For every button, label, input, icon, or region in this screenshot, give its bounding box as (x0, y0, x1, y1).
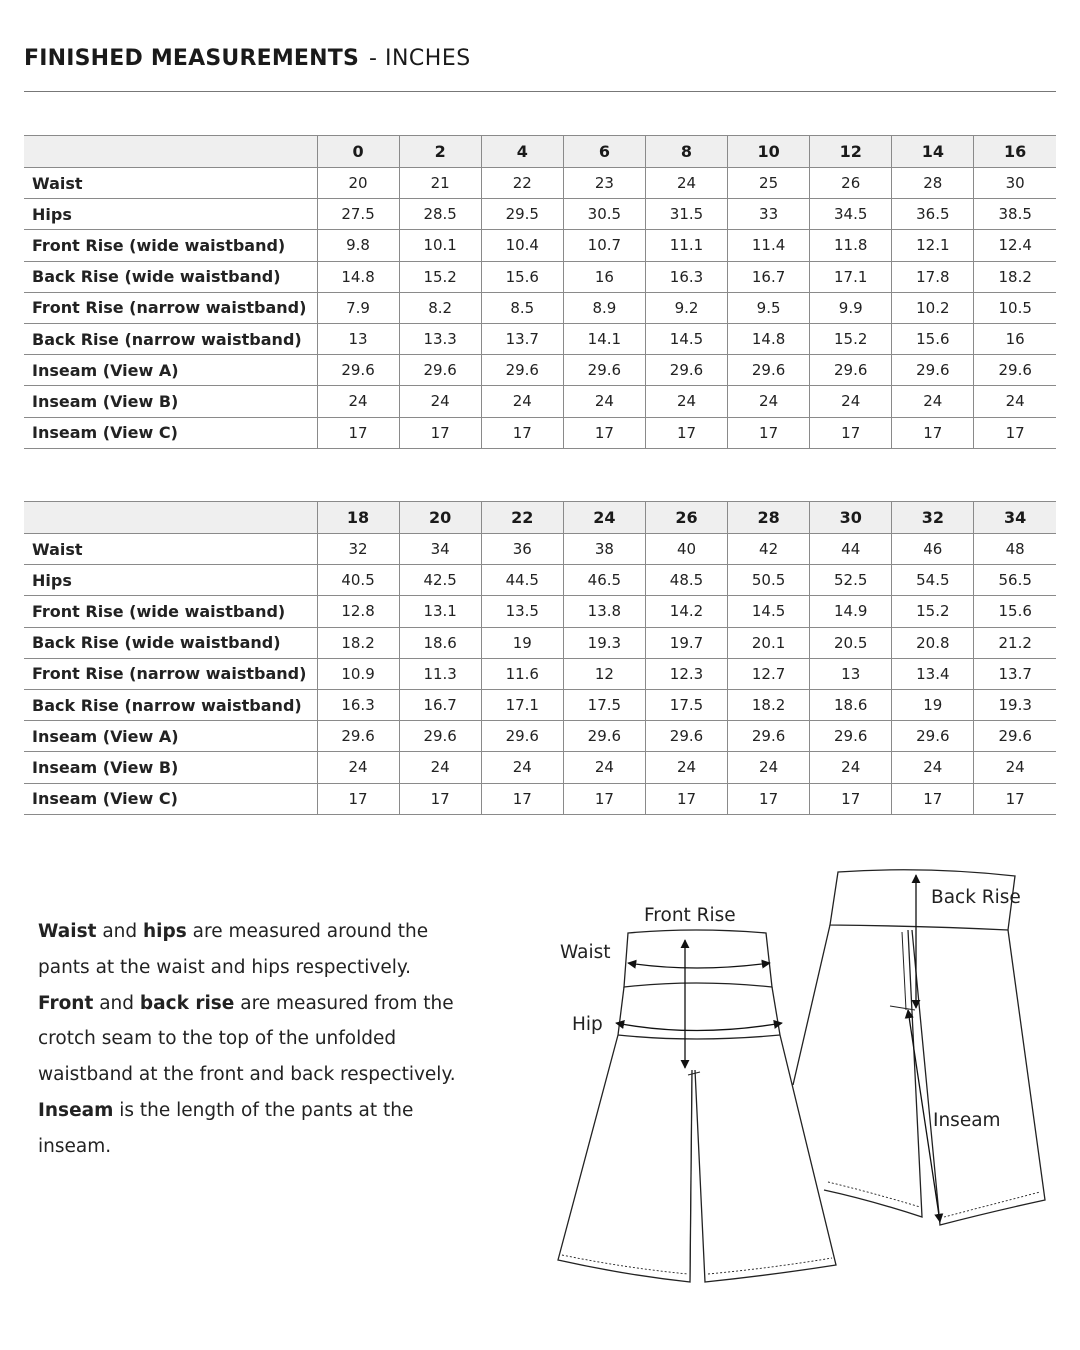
table-row (24, 783, 1056, 814)
value-cell: 52.5 (810, 565, 892, 596)
size-header-20: 20 (399, 502, 481, 534)
row-label: Front Rise (wide waistband) (24, 230, 317, 261)
value-cell: 10.4 (481, 230, 563, 261)
value-cell: 15.2 (399, 261, 481, 292)
front-waistband (624, 930, 772, 987)
value-cell: 17 (317, 783, 399, 814)
value-cell: 8.5 (481, 292, 563, 323)
value-cell: 18.2 (728, 689, 810, 720)
page-title: FINISHED MEASUREMENTS (24, 46, 360, 71)
measurements-table-sizes-18-34 (24, 501, 1056, 815)
value-cell: 17 (563, 417, 645, 448)
value-cell: 16 (563, 261, 645, 292)
value-cell: 44 (810, 534, 892, 565)
size-header-6: 6 (563, 136, 645, 168)
value-cell: 12.4 (974, 230, 1056, 261)
front-yoke-seam (618, 987, 624, 1035)
table-row (24, 721, 1056, 752)
size-header-22: 22 (481, 502, 563, 534)
table-row (24, 323, 1056, 354)
value-cell: 29.6 (563, 355, 645, 386)
value-cell: 18.6 (810, 689, 892, 720)
value-cell: 17 (728, 417, 810, 448)
front-rise-label: Front Rise (644, 905, 736, 926)
table-row (24, 627, 1056, 658)
back-view-pants (793, 870, 1045, 1225)
value-cell: 38 (563, 534, 645, 565)
value-cell: 15.6 (892, 323, 974, 354)
value-cell: 14.5 (645, 323, 727, 354)
back-left-leg (793, 925, 830, 1085)
value-cell: 16.3 (317, 689, 399, 720)
value-cell: 34 (399, 534, 481, 565)
size-header-0: 0 (317, 136, 399, 168)
table-row (24, 596, 1056, 627)
value-cell: 29.6 (810, 355, 892, 386)
row-label: Inseam (View A) (24, 355, 317, 386)
row-label: Hips (24, 565, 317, 596)
size-header-26: 26 (645, 502, 727, 534)
value-cell: 10.2 (892, 292, 974, 323)
value-cell: 14.5 (728, 596, 810, 627)
value-cell: 17 (481, 783, 563, 814)
value-cell: 24 (728, 386, 810, 417)
size-header-34: 34 (974, 502, 1056, 534)
description-text: is the length of the pants at the inseam. (38, 1099, 414, 1157)
value-cell: 29.6 (399, 721, 481, 752)
row-label: Waist (24, 534, 317, 565)
value-cell: 22 (481, 168, 563, 199)
value-cell: 17 (399, 417, 481, 448)
size-header-28: 28 (728, 502, 810, 534)
row-label: Front Rise (wide waistband) (24, 596, 317, 627)
value-cell: 24 (481, 752, 563, 783)
value-cell: 54.5 (892, 565, 974, 596)
value-cell: 24 (810, 386, 892, 417)
value-cell: 27.5 (317, 199, 399, 230)
value-cell: 30.5 (563, 199, 645, 230)
value-cell: 24 (645, 386, 727, 417)
value-cell: 24 (317, 752, 399, 783)
value-cell: 46 (892, 534, 974, 565)
size-header-14: 14 (892, 136, 974, 168)
value-cell: 20.8 (892, 627, 974, 658)
back-rise-label: Back Rise (931, 887, 1021, 908)
value-cell: 16.7 (399, 689, 481, 720)
table-row (24, 168, 1056, 199)
size-header-16: 16 (974, 136, 1056, 168)
value-cell: 17 (645, 783, 727, 814)
value-cell: 17 (892, 417, 974, 448)
value-cell: 20.5 (810, 627, 892, 658)
value-cell: 28.5 (399, 199, 481, 230)
value-cell: 23 (563, 168, 645, 199)
value-cell: 9.2 (645, 292, 727, 323)
value-cell: 24 (399, 386, 481, 417)
table-row (24, 355, 1056, 386)
value-cell: 24 (974, 752, 1056, 783)
value-cell: 19.7 (645, 627, 727, 658)
table-row (24, 658, 1056, 689)
value-cell: 32 (317, 534, 399, 565)
value-cell: 24 (728, 752, 810, 783)
value-cell: 20.1 (728, 627, 810, 658)
value-cell: 13.8 (563, 596, 645, 627)
value-cell: 12.1 (892, 230, 974, 261)
value-cell: 17.5 (563, 689, 645, 720)
row-label: Front Rise (narrow waistband) (24, 292, 317, 323)
value-cell: 8.2 (399, 292, 481, 323)
value-cell: 24 (892, 752, 974, 783)
front-hip-seam (618, 1035, 780, 1039)
value-cell: 13 (810, 658, 892, 689)
value-cell: 42 (728, 534, 810, 565)
table-row (24, 199, 1056, 230)
value-cell: 17 (317, 417, 399, 448)
table-row (24, 261, 1056, 292)
value-cell: 17 (810, 417, 892, 448)
value-cell: 10.5 (974, 292, 1056, 323)
table-row (24, 534, 1056, 565)
value-cell: 9.5 (728, 292, 810, 323)
value-cell: 30 (974, 168, 1056, 199)
value-cell: 29.6 (399, 355, 481, 386)
description-text: are measured from the crotch seam to the top of the unfolded waistband at the front and back respectively. (38, 992, 456, 1086)
value-cell: 13 (317, 323, 399, 354)
front-left-leg (558, 1035, 692, 1282)
value-cell: 46.5 (563, 565, 645, 596)
value-cell: 14.9 (810, 596, 892, 627)
description-emphasis: Waist (38, 921, 97, 942)
value-cell: 13.4 (892, 658, 974, 689)
value-cell: 14.1 (563, 323, 645, 354)
value-cell: 13.1 (399, 596, 481, 627)
value-cell: 20 (317, 168, 399, 199)
value-cell: 29.6 (810, 721, 892, 752)
value-cell: 13.7 (974, 658, 1056, 689)
size-header-4: 4 (481, 136, 563, 168)
value-cell: 24 (317, 386, 399, 417)
header-corner-cell (24, 136, 317, 168)
table-header-row (24, 136, 1056, 168)
value-cell: 13.7 (481, 323, 563, 354)
value-cell: 44.5 (481, 565, 563, 596)
value-cell: 16.7 (728, 261, 810, 292)
value-cell: 29.6 (728, 721, 810, 752)
value-cell: 12 (563, 658, 645, 689)
value-cell: 12.7 (728, 658, 810, 689)
size-header-18: 18 (317, 502, 399, 534)
hip-arrow (616, 1023, 782, 1031)
value-cell: 48 (974, 534, 1056, 565)
measurements-table-sizes-0-16 (24, 135, 1056, 449)
value-cell: 10.9 (317, 658, 399, 689)
value-cell: 17 (563, 783, 645, 814)
value-cell: 17 (974, 783, 1056, 814)
value-cell: 17.5 (645, 689, 727, 720)
value-cell: 24 (645, 168, 727, 199)
value-cell: 31.5 (645, 199, 727, 230)
description-emphasis: Front (38, 992, 94, 1014)
value-cell: 24 (399, 752, 481, 783)
row-label: Waist (24, 168, 317, 199)
value-cell: 33 (728, 199, 810, 230)
value-cell: 19 (892, 689, 974, 720)
value-cell: 40 (645, 534, 727, 565)
size-header-24: 24 (563, 502, 645, 534)
description-text: are measured around the pants at the waist and hips respectively. (38, 921, 429, 978)
waist-label: Waist (560, 942, 611, 963)
description-text: and (96, 921, 144, 942)
value-cell: 19 (481, 627, 563, 658)
value-cell: 36 (481, 534, 563, 565)
value-cell: 29.6 (728, 355, 810, 386)
value-cell: 38.5 (974, 199, 1056, 230)
value-cell: 29.6 (563, 721, 645, 752)
value-cell: 9.8 (317, 230, 399, 261)
value-cell: 19.3 (563, 627, 645, 658)
value-cell: 29.6 (317, 721, 399, 752)
row-label: Inseam (View B) (24, 752, 317, 783)
value-cell: 36.5 (892, 199, 974, 230)
description-emphasis: Inseam (38, 1099, 114, 1121)
size-header-8: 8 (645, 136, 727, 168)
value-cell: 16.3 (645, 261, 727, 292)
row-label: Inseam (View C) (24, 417, 317, 448)
value-cell: 11.4 (728, 230, 810, 261)
value-cell: 13.3 (399, 323, 481, 354)
value-cell: 11.6 (481, 658, 563, 689)
value-cell: 11.1 (645, 230, 727, 261)
table-row (24, 752, 1056, 783)
value-cell: 48.5 (645, 565, 727, 596)
row-label: Hips (24, 199, 317, 230)
value-cell: 14.2 (645, 596, 727, 627)
value-cell: 12.3 (645, 658, 727, 689)
row-label: Inseam (View B) (24, 386, 317, 417)
value-cell: 42.5 (399, 565, 481, 596)
row-label: Back Rise (narrow waistband) (24, 689, 317, 720)
value-cell: 17 (974, 417, 1056, 448)
value-cell: 10.7 (563, 230, 645, 261)
row-label: Back Rise (wide waistband) (24, 627, 317, 658)
table-header-row (24, 502, 1056, 534)
value-cell: 10.1 (399, 230, 481, 261)
description-emphasis: hips (143, 921, 187, 942)
value-cell: 29.6 (317, 355, 399, 386)
value-cell: 29.6 (974, 721, 1056, 752)
value-cell: 11.8 (810, 230, 892, 261)
value-cell: 17.1 (810, 261, 892, 292)
description-text: and (93, 992, 140, 1014)
value-cell: 14.8 (317, 261, 399, 292)
value-cell: 21.2 (974, 627, 1056, 658)
row-label: Back Rise (narrow waistband) (24, 323, 317, 354)
value-cell: 34.5 (810, 199, 892, 230)
size-header-30: 30 (810, 502, 892, 534)
value-cell: 40.5 (317, 565, 399, 596)
size-header-32: 32 (892, 502, 974, 534)
value-cell: 18.2 (317, 627, 399, 658)
row-label: Back Rise (wide waistband) (24, 261, 317, 292)
row-label: Inseam (View C) (24, 783, 317, 814)
value-cell: 18.6 (399, 627, 481, 658)
table-row (24, 689, 1056, 720)
value-cell: 29.5 (481, 199, 563, 230)
table-row (24, 292, 1056, 323)
front-measurement-arrows (616, 940, 782, 1068)
value-cell: 24 (481, 386, 563, 417)
value-cell: 29.6 (892, 721, 974, 752)
value-cell: 15.2 (810, 323, 892, 354)
value-cell: 11.3 (399, 658, 481, 689)
value-cell: 17 (728, 783, 810, 814)
waist-arrow (628, 963, 770, 968)
value-cell: 17 (892, 783, 974, 814)
value-cell: 56.5 (974, 565, 1056, 596)
value-cell: 15.6 (481, 261, 563, 292)
value-cell: 29.6 (974, 355, 1056, 386)
back-right-leg (912, 930, 1045, 1225)
value-cell: 29.6 (892, 355, 974, 386)
value-cell: 25 (728, 168, 810, 199)
size-header-12: 12 (810, 136, 892, 168)
value-cell: 15.2 (892, 596, 974, 627)
value-cell: 24 (645, 752, 727, 783)
page-title-unit: - INCHES (369, 46, 471, 71)
value-cell: 7.9 (317, 292, 399, 323)
value-cell: 15.6 (974, 596, 1056, 627)
value-cell: 24 (563, 386, 645, 417)
hip-label: Hip (572, 1014, 603, 1035)
row-label: Inseam (View A) (24, 721, 317, 752)
value-cell: 26 (810, 168, 892, 199)
value-cell: 17 (810, 783, 892, 814)
value-cell: 29.6 (645, 721, 727, 752)
table-row (24, 386, 1056, 417)
value-cell: 13.5 (481, 596, 563, 627)
value-cell: 9.9 (810, 292, 892, 323)
front-right-leg (695, 1035, 836, 1282)
value-cell: 17 (399, 783, 481, 814)
table-row (24, 230, 1056, 261)
size-header-2: 2 (399, 136, 481, 168)
value-cell: 17 (645, 417, 727, 448)
value-cell: 29.6 (481, 355, 563, 386)
value-cell: 50.5 (728, 565, 810, 596)
header-corner-cell (24, 502, 317, 534)
value-cell: 19.3 (974, 689, 1056, 720)
value-cell: 14.8 (728, 323, 810, 354)
inseam-label: Inseam (933, 1110, 1001, 1131)
row-label: Front Rise (narrow waistband) (24, 658, 317, 689)
measurement-description (38, 914, 458, 1165)
pants-measurement-diagram (540, 860, 1060, 1300)
value-cell: 8.9 (563, 292, 645, 323)
value-cell: 12.8 (317, 596, 399, 627)
value-cell: 18.2 (974, 261, 1056, 292)
value-cell: 21 (399, 168, 481, 199)
size-header-10: 10 (728, 136, 810, 168)
value-cell: 29.6 (645, 355, 727, 386)
page-header (24, 46, 1056, 92)
value-cell: 24 (810, 752, 892, 783)
front-view-pants (558, 930, 836, 1282)
value-cell: 17 (481, 417, 563, 448)
value-cell: 24 (892, 386, 974, 417)
value-cell: 17.8 (892, 261, 974, 292)
value-cell: 29.6 (481, 721, 563, 752)
table-row (24, 417, 1056, 448)
value-cell: 28 (892, 168, 974, 199)
value-cell: 24 (563, 752, 645, 783)
description-emphasis: back rise (139, 992, 235, 1014)
value-cell: 24 (974, 386, 1056, 417)
value-cell: 17.1 (481, 689, 563, 720)
value-cell: 16 (974, 323, 1056, 354)
table-row (24, 565, 1056, 596)
